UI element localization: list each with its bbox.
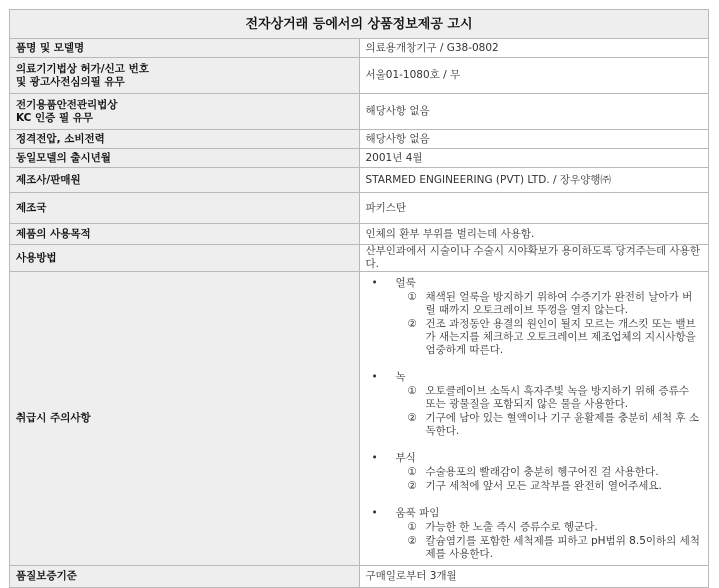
row-value: 구매일로부터 3개월 xyxy=(359,566,709,588)
caution-section-pitting xyxy=(366,506,703,561)
table-row xyxy=(10,130,709,149)
item-number: ① xyxy=(407,385,417,397)
item-number: ① xyxy=(407,521,417,533)
table-row xyxy=(10,58,709,94)
list-item xyxy=(366,480,703,493)
list-item xyxy=(366,535,703,561)
row-value: 파키스탄 xyxy=(359,193,709,224)
item-number: ① xyxy=(407,466,417,478)
row-value: 서울01-1080호 / 무 xyxy=(359,58,709,94)
table-row xyxy=(10,224,709,245)
section-title: 녹 xyxy=(395,370,406,383)
item-text: 기구 세척에 앞서 모든 교착부를 완전히 열어주세요. xyxy=(425,480,662,492)
row-label: 제조사/판매원 xyxy=(10,168,360,193)
caution-row xyxy=(10,272,709,566)
item-text: 칼슘염기를 포함한 세척제를 피하고 pH범위 8.5이하의 세척제를 사용한다. xyxy=(425,535,700,560)
item-text: 채색된 얼룩을 방지하기 위하여 수증기가 완전히 날아가 버릴 때까지 오토크레이브 뚜껑을 열지 않는다. xyxy=(425,291,693,316)
table-row xyxy=(10,193,709,224)
bullet-icon: • xyxy=(371,370,378,383)
row-label: 품명 및 모델명 xyxy=(10,39,360,58)
item-number: ② xyxy=(407,480,417,492)
row-value: 의료용개창기구 / G38-0802 xyxy=(359,39,709,58)
item-number: ② xyxy=(407,412,417,424)
row-label: 전기용품안전관리법상 KC 인증 필 유무 xyxy=(10,94,360,130)
row-value: 해당사항 없음 xyxy=(359,130,709,149)
section-title: 부식 xyxy=(395,451,416,464)
list-item xyxy=(366,412,703,438)
list-item xyxy=(366,466,703,479)
caution-section-rust xyxy=(366,370,703,438)
item-number: ① xyxy=(407,291,417,303)
table-row xyxy=(10,94,709,130)
list-item xyxy=(366,521,703,534)
section-title: 움푹 파임 xyxy=(395,506,440,519)
row-label: 사용방법 xyxy=(10,245,360,272)
row-value: 2001년 4월 xyxy=(359,149,709,168)
table-row xyxy=(10,39,709,58)
bullet-icon: • xyxy=(371,506,378,519)
row-label: 품질보증기준 xyxy=(10,566,360,588)
list-item xyxy=(366,385,703,411)
table-row xyxy=(10,149,709,168)
item-text: 수술용포의 빨래감이 충분히 헹구어진 걸 사용한다. xyxy=(425,466,659,478)
item-text: 건조 과정동안 용결의 원인이 될지 모르는 개스킷 또는 밸브가 새는지를 체크하고 오토크레이브 제조업체의 지시사항을 엄중하게 따른다. xyxy=(425,318,696,356)
product-info-notice xyxy=(9,9,709,588)
item-text: 오토클레이브 소독시 흑자주빛 녹을 방지하기 위해 증류수 또는 광물질을 포함되지 않은 물을 사용한다. xyxy=(425,385,689,410)
item-text: 기구에 남아 있는 혈액이나 기구 윤활제를 충분히 세척 후 소독한다. xyxy=(425,412,699,437)
row-label: 동일모델의 출시년월 xyxy=(10,149,360,168)
caution-content xyxy=(359,272,709,566)
product-info-table xyxy=(9,9,709,588)
section-title: 얼룩 xyxy=(395,276,416,289)
bullet-icon: • xyxy=(371,276,378,289)
table-row xyxy=(10,168,709,193)
item-number: ② xyxy=(407,535,417,547)
row-value: 인체의 환부 부위를 벌리는데 사용함. xyxy=(359,224,709,245)
caution-label: 취급시 주의사항 xyxy=(10,272,360,566)
row-value: 산부인과에서 시술이나 수술시 시야확보가 용이하도록 당겨주는데 사용한다. xyxy=(359,245,709,272)
item-text: 가능한 한 노출 즉시 증류수로 헹군다. xyxy=(425,521,598,533)
row-label: 제조국 xyxy=(10,193,360,224)
notice-title: 전자상거래 등에서의 상품정보제공 고시 xyxy=(10,10,709,39)
table-row xyxy=(10,245,709,272)
row-value: STARMED ENGINEERING (PVT) LTD. / 장우양행㈜ xyxy=(359,168,709,193)
row-label: 의료기기법상 허가/신고 번호 및 광고사전심의필 유무 xyxy=(10,58,360,94)
row-label: 정격전압, 소비전력 xyxy=(10,130,360,149)
list-item xyxy=(366,291,703,317)
row-value: 해당사항 없음 xyxy=(359,94,709,130)
item-number: ② xyxy=(407,318,417,330)
table-row xyxy=(10,566,709,588)
caution-section-stain xyxy=(366,276,703,357)
bullet-icon: • xyxy=(371,451,378,464)
list-item xyxy=(366,318,703,357)
row-label: 제품의 사용목적 xyxy=(10,224,360,245)
caution-section-corrosion xyxy=(366,451,703,493)
